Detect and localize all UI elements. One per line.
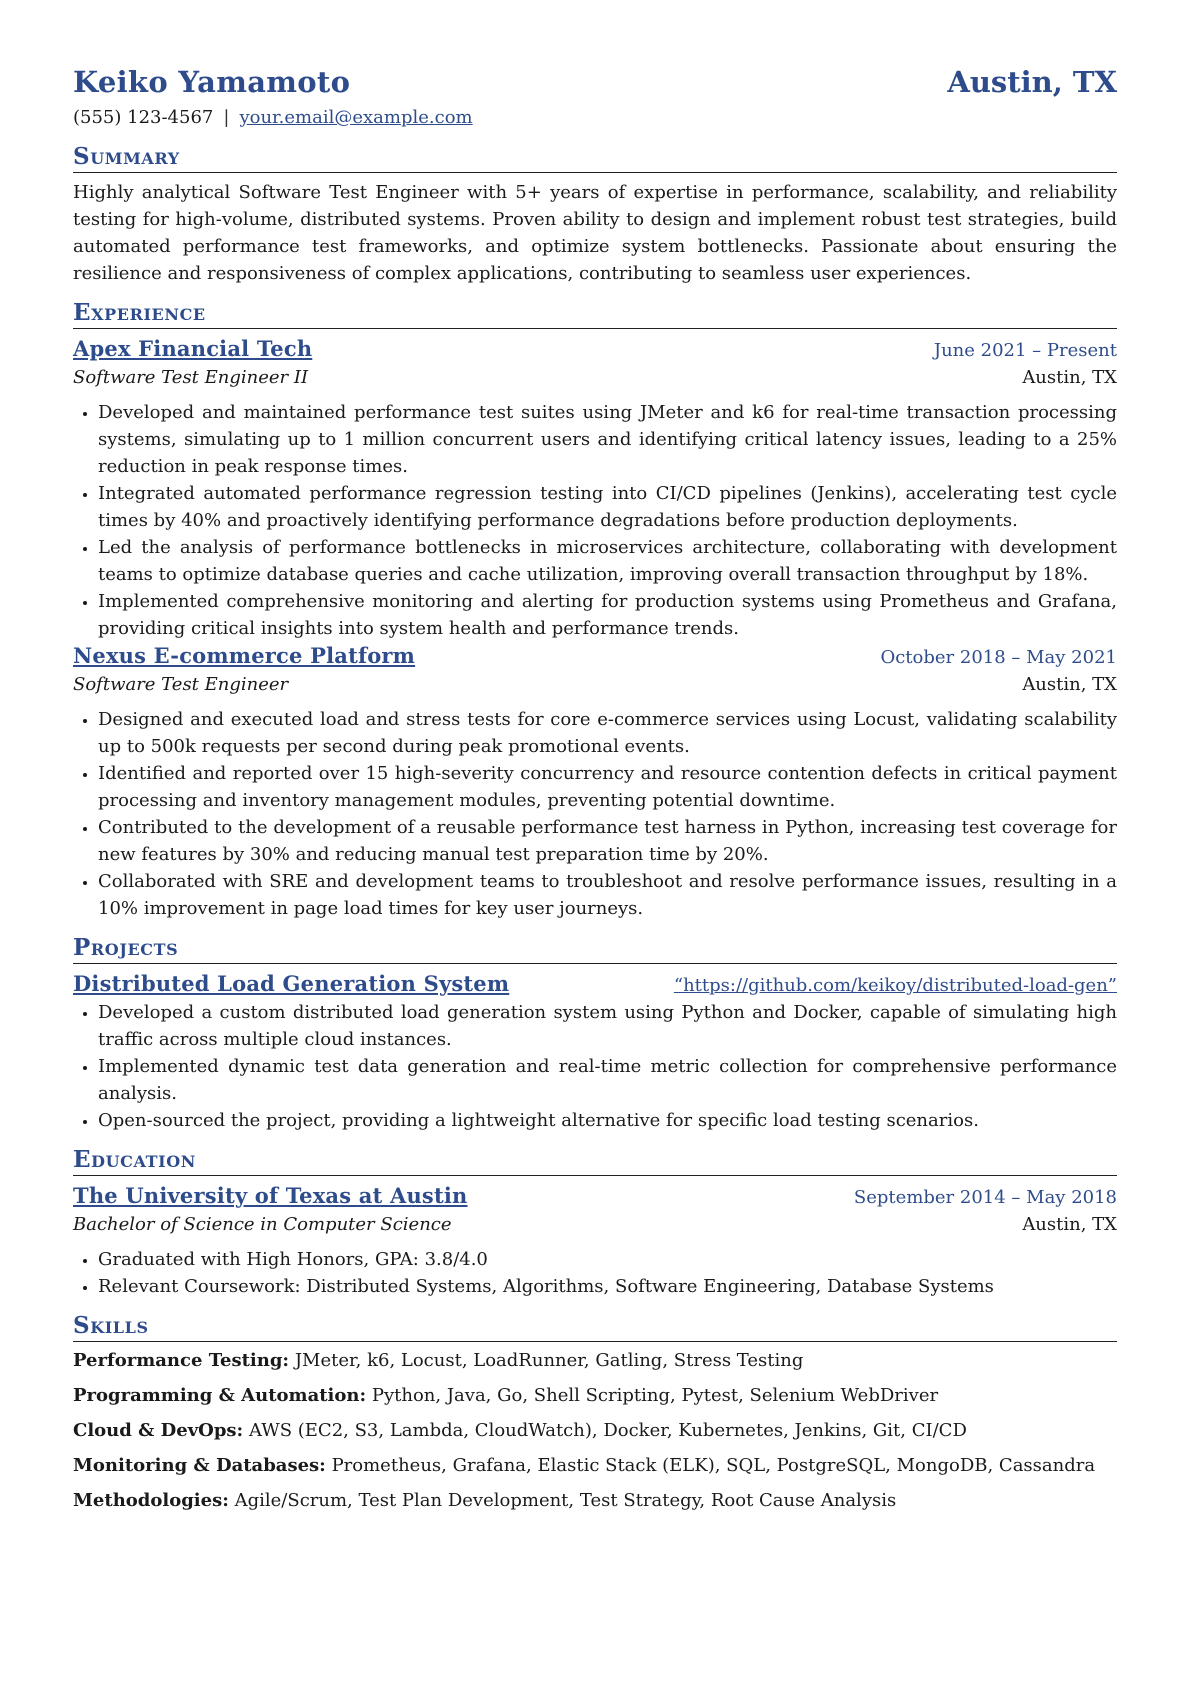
- experience-section-title: Experience: [73, 299, 1117, 329]
- skill-value: JMeter, k6, Locust, LoadRunner, Gatling, Stress Testing: [294, 1350, 804, 1371]
- skill-value: Prometheus, Grafana, Elastic Stack (ELK), SQL, PostgreSQL, MongoDB, Cassandra: [331, 1455, 1096, 1476]
- project-name[interactable]: Distributed Load Generation System: [73, 971, 510, 996]
- job-title: Software Test Engineer: [73, 674, 289, 695]
- skill-label: Monitoring & Databases:: [73, 1455, 326, 1476]
- skill-line: [73, 1487, 1117, 1514]
- skill-label: Methodologies:: [73, 1490, 229, 1511]
- skill-label: Programming & Automation:: [73, 1385, 367, 1406]
- company-name[interactable]: Nexus E-commerce Platform: [73, 643, 416, 668]
- list-item: • Led the analysis of performance bottlenecks in microservices architecture, collaborating with development teams to optimize database queries and cache utilization, improving overall transaction throughput by 18%.: [98, 534, 1117, 588]
- education-location: Austin, TX: [1022, 1214, 1117, 1235]
- list-item: • Developed a custom distributed load generation system using Python and Docker, capable of simulating high traffic across multiple cloud instances.: [98, 999, 1117, 1053]
- job-location: Austin, TX: [1022, 674, 1117, 695]
- list-item: • Integrated automated performance regression testing into CI/CD pipelines (Jenkins), accelerating test cycle times by 40% and proactively identifying performance degradations before production deployments.: [98, 480, 1117, 534]
- job-bullets: [73, 399, 1117, 642]
- skill-label: Performance Testing:: [73, 1350, 290, 1371]
- skill-label: Cloud & DevOps:: [73, 1420, 244, 1441]
- education-dates: September 2014 – May 2018: [853, 1187, 1117, 1208]
- projects-section-title: Projects: [73, 934, 1117, 964]
- project-entry: [73, 970, 1117, 1134]
- education-section-title: Education: [73, 1146, 1117, 1176]
- experience-entry-nexus: [73, 642, 1117, 922]
- list-item: • Identified and reported over 15 high-severity concurrency and resource contention defects in critical payment processing and inventory management modules, preventing potential downtime.: [98, 760, 1117, 814]
- header-location: Austin, TX: [947, 65, 1117, 99]
- company-name[interactable]: Apex Financial Tech: [73, 336, 313, 361]
- skill-line: [73, 1417, 1117, 1444]
- degree: Bachelor of Science in Computer Science: [73, 1214, 452, 1235]
- phone-number: (555) 123-4567: [73, 107, 214, 128]
- list-item: • Collaborated with SRE and development teams to troubleshoot and resolve performance issues, resulting in a 10% improvement in page load times for key user journeys.: [98, 868, 1117, 922]
- summary-text: Highly analytical Software Test Engineer with 5+ years of expertise in performance, scalability, and reliability testing for high-volume, distributed systems. Proven ability to design and implement robust test strategies, build automated performance test frameworks, and optimize system bottlenecks. Passionate about ensuring the resilience and responsiveness of complex applications, contributing to seamless user experiences.: [73, 182, 1117, 284]
- contact-line: [73, 104, 1117, 131]
- skill-value: Agile/Scrum, Test Plan Development, Test Strategy, Root Cause Analysis: [234, 1490, 897, 1511]
- contact-separator: |: [223, 107, 230, 128]
- candidate-name: Keiko Yamamoto: [73, 65, 351, 99]
- list-item: • Contributed to the development of a reusable performance test harness in Python, increasing test coverage for new features by 30% and reducing manual test preparation time by 20%.: [98, 814, 1117, 868]
- job-title: Software Test Engineer II: [73, 367, 309, 388]
- skill-line: [73, 1347, 1117, 1374]
- summary-section-title: Summary: [73, 143, 1117, 173]
- job-dates: June 2021 – Present: [933, 340, 1117, 361]
- list-item: • Implemented dynamic test data generation and real-time metric collection for comprehensive performance analysis.: [98, 1053, 1117, 1107]
- job-bullets: [73, 706, 1117, 922]
- skills-list: [73, 1347, 1117, 1514]
- project-bullets: [73, 999, 1117, 1134]
- list-item: • Relevant Coursework: Distributed Systems, Algorithms, Software Engineering, Database Systems: [98, 1273, 1117, 1300]
- job-location: Austin, TX: [1022, 367, 1117, 388]
- education-bullets: [73, 1246, 1117, 1300]
- list-item: • Implemented comprehensive monitoring and alerting for production systems using Prometheus and Grafana, providing critical insights into system health and performance trends.: [98, 588, 1117, 642]
- resume-header: [73, 62, 1117, 102]
- experience-entry-apex: [73, 335, 1117, 642]
- email-link[interactable]: your.email@example.com: [239, 107, 473, 128]
- skill-value: AWS (EC2, S3, Lambda, CloudWatch), Docker, Kubernetes, Jenkins, Git, CI/CD: [248, 1420, 967, 1441]
- list-item: • Open-sourced the project, providing a lightweight alternative for specific load testing scenarios.: [98, 1107, 1117, 1134]
- skill-line: [73, 1452, 1117, 1479]
- list-item: • Designed and executed load and stress tests for core e-commerce services using Locust, validating scalability up to 500k requests per second during peak promotional events.: [98, 706, 1117, 760]
- skill-value: Python, Java, Go, Shell Scripting, Pytest, Selenium WebDriver: [371, 1385, 939, 1406]
- project-link[interactable]: “https://github.com/keikoy/distributed-load-gen”: [673, 975, 1117, 996]
- skill-line: [73, 1382, 1117, 1409]
- list-item: • Graduated with High Honors, GPA: 3.8/4.0: [98, 1246, 1117, 1273]
- education-entry: [73, 1182, 1117, 1300]
- school-name[interactable]: The University of Texas at Austin: [73, 1183, 468, 1208]
- list-item: • Developed and maintained performance test suites using JMeter and k6 for real-time transaction processing systems, simulating up to 1 million concurrent users and identifying critical latency issues, leading to a 25% reduction in peak response times.: [98, 399, 1117, 480]
- job-dates: October 2018 – May 2021: [880, 647, 1117, 668]
- skills-section-title: Skills: [73, 1312, 1117, 1342]
